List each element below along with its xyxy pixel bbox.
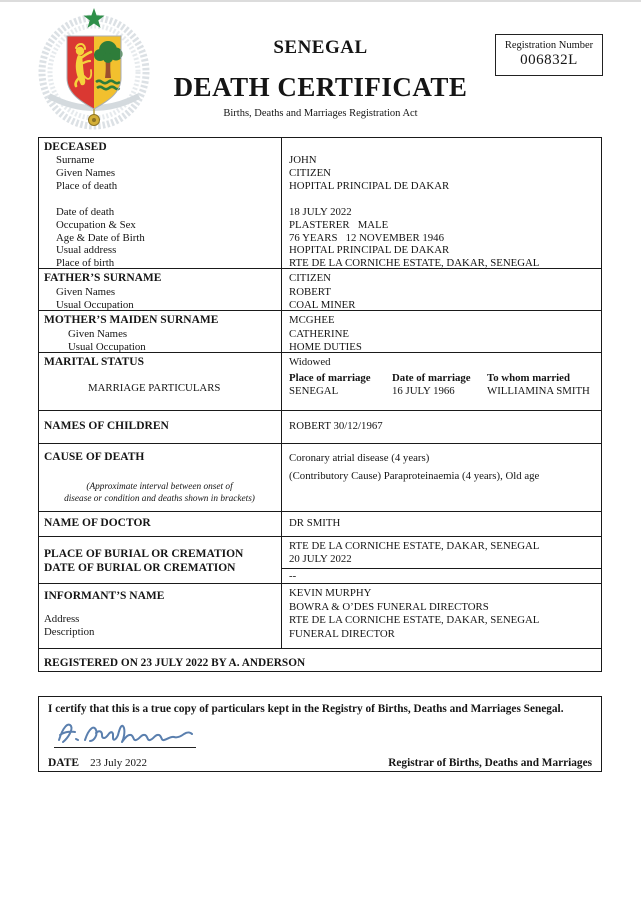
informant-values — [281, 584, 601, 648]
doctor-values — [281, 512, 601, 536]
field-value: COAL MINER — [289, 299, 356, 311]
registration-number-value: 006832L — [520, 52, 578, 68]
field-label: Occupation & Sex — [56, 218, 136, 231]
burial-place-label: PLACE OF BURIAL OR CREMATION — [44, 547, 244, 560]
field-label: Given Names — [68, 327, 128, 340]
field-value: CITIZEN — [289, 166, 331, 179]
row-doctor — [39, 512, 601, 537]
spacer — [289, 141, 595, 154]
marriage-col-date — [392, 372, 487, 398]
father-values — [281, 269, 601, 310]
certification-statement: I certify that this is a true copy of particulars kept in the Registry of Births, Deaths and Marriages Senegal. — [48, 703, 564, 715]
date-group — [48, 753, 147, 771]
mother-values — [281, 311, 601, 352]
col-header: To whom married — [487, 371, 570, 384]
burial-extra — [282, 569, 601, 584]
row-burial — [39, 537, 601, 584]
father-labels — [39, 269, 281, 310]
registered-statement-cell — [39, 649, 601, 671]
marriage-col-place — [289, 372, 392, 398]
informant-name-value: KEVIN MURPHY — [289, 587, 372, 599]
informant-section-title: INFORMANT’S NAME — [44, 590, 165, 602]
spacer — [289, 193, 595, 206]
col-header: Place of marriage — [289, 371, 371, 384]
marital-labels — [39, 353, 281, 410]
row-cause-of-death — [39, 444, 601, 512]
registered-statement: REGISTERED ON 23 JULY 2022 BY A. ANDERSON — [44, 657, 306, 669]
col-value: 16 JULY 1966 — [392, 384, 455, 397]
informant-labels — [39, 584, 281, 648]
certification-box — [38, 696, 602, 772]
field-value: RTE DE LA CORNICHE ESTATE, DAKAR, SENEGAL — [289, 257, 540, 270]
field-label: Given Names — [56, 166, 116, 179]
field-value: HOME DUTIES — [289, 341, 362, 353]
field-value: CATHERINE — [289, 327, 349, 340]
field-label: Age & Date of Birth — [56, 231, 145, 244]
field-label: Date of death — [56, 205, 115, 218]
cause-section-title: CAUSE OF DEATH — [44, 451, 145, 463]
cause-value: (Contributory Cause) Paraproteinaemia (4 years), Old age — [289, 470, 540, 482]
document-title: DEATH CERTIFICATE — [173, 72, 468, 102]
children-values — [281, 411, 601, 443]
col-header: Date of marriage — [392, 371, 471, 384]
marriage-col-spouse — [487, 372, 595, 398]
col-value: WILLIAMINA SMITH — [487, 384, 590, 397]
field-value: HOPITAL PRINCIPAL DE DAKAR — [289, 244, 450, 257]
field-label: Place of death — [56, 179, 118, 192]
burial-values — [281, 537, 601, 583]
spacer — [44, 193, 275, 206]
row-children — [39, 411, 601, 444]
country-title: SENEGAL — [273, 37, 368, 58]
signature-icon — [52, 718, 210, 748]
field-label: Usual address — [56, 244, 117, 257]
doctor-labels — [39, 512, 281, 536]
row-father — [39, 269, 601, 311]
registrar-signature — [52, 718, 210, 748]
mother-labels — [39, 311, 281, 352]
marital-status-value: Widowed — [289, 356, 331, 368]
date-label: DATE — [48, 757, 80, 769]
certificate-table — [38, 137, 602, 672]
marriage-particulars-columns — [289, 372, 595, 398]
cause-note-line2: disease or condition and deaths shown in brackets) — [64, 493, 255, 504]
registrar-title: Registrar of Births, Deaths and Marriages — [388, 757, 592, 769]
field-label: Place of birth — [56, 257, 115, 270]
field-label: Surname — [56, 154, 95, 166]
burial-date-label: DATE OF BURIAL OR CREMATION — [44, 561, 236, 574]
row-registered — [39, 649, 601, 671]
deceased-section-title: DECEASED — [44, 141, 107, 153]
field-label: Usual Occupation — [56, 299, 134, 311]
burial-extra-value: -- — [289, 569, 297, 582]
field-value: ROBERT — [289, 285, 331, 298]
informant-address-value: RTE DE LA CORNICHE ESTATE, DAKAR, SENEGAL — [289, 614, 540, 626]
field-value: JOHN — [289, 154, 317, 166]
registration-number-label: Registration Number — [504, 40, 594, 51]
registration-act-subtitle: Births, Deaths and Marriages Registration Act — [223, 108, 418, 119]
cause-values — [281, 444, 601, 511]
children-section-title: NAMES OF CHILDREN — [44, 420, 169, 432]
informant-description-label: Description — [44, 625, 95, 638]
row-informant — [39, 584, 601, 649]
cause-value: Coronary atrial disease (4 years) — [289, 452, 430, 464]
cause-note-line1: (Approximate interval between onset of — [86, 482, 233, 492]
row-mother — [39, 311, 601, 353]
marital-section-title: MARITAL STATUS — [44, 356, 145, 368]
cause-note — [44, 482, 275, 505]
informant-address-label: Address — [44, 613, 80, 625]
row-marital-status — [39, 353, 601, 411]
page-top-edge — [0, 0, 641, 2]
children-labels — [39, 411, 281, 443]
marriage-particulars-label: MARRIAGE PARTICULARS — [88, 382, 221, 394]
informant-org-value: BOWRA & O’DES FUNERAL DIRECTORS — [289, 600, 489, 613]
deceased-labels — [39, 138, 281, 268]
marital-values — [281, 353, 601, 410]
burial-date-value: 20 JULY 2022 — [289, 552, 352, 565]
burial-labels — [39, 537, 281, 583]
field-value: PLASTERER MALE — [289, 218, 389, 231]
cause-labels — [39, 444, 281, 511]
doctor-section-title: NAME OF DOCTOR — [44, 517, 151, 529]
date-value: 23 July 2022 — [90, 757, 147, 769]
field-value: MCGHEE — [289, 314, 335, 326]
col-value: SENEGAL — [289, 384, 339, 397]
field-label: Usual Occupation — [68, 341, 146, 353]
row-deceased — [39, 138, 601, 269]
certification-footer — [48, 753, 592, 771]
registration-number-box — [495, 34, 603, 76]
deceased-values — [281, 138, 601, 268]
field-value: 76 YEARS 12 NOVEMBER 1946 — [289, 231, 444, 244]
burial-place-value: RTE DE LA CORNICHE ESTATE, DAKAR, SENEGAL — [289, 540, 540, 552]
doctor-value: DR SMITH — [289, 517, 341, 529]
burial-place-date — [282, 537, 601, 569]
mother-section-title: MOTHER’S MAIDEN SURNAME — [44, 314, 219, 326]
informant-description-value: FUNERAL DIRECTOR — [289, 627, 395, 640]
field-value: HOPITAL PRINCIPAL DE DAKAR — [289, 179, 450, 192]
field-value: 18 JULY 2022 — [289, 205, 352, 218]
field-label: Given Names — [56, 285, 116, 298]
father-section-title: FATHER’S SURNAME — [44, 272, 162, 284]
field-value: CITIZEN — [289, 272, 331, 284]
children-value: ROBERT 30/12/1967 — [289, 420, 383, 432]
